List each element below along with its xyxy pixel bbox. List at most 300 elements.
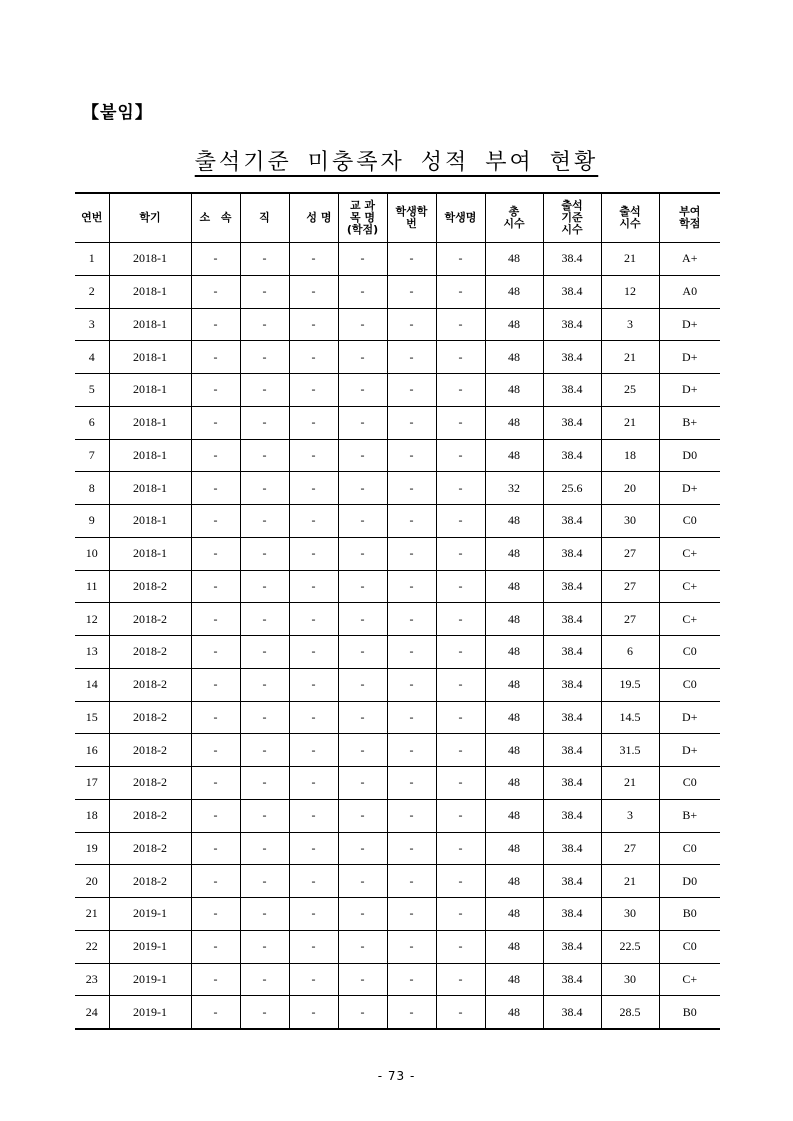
cell-standard-hours: 38.4 <box>543 898 601 931</box>
cell-semester: 2018-2 <box>109 603 191 636</box>
cell-course: - <box>338 505 387 538</box>
cell-name: - <box>289 243 338 276</box>
table-row <box>75 636 720 669</box>
cell-attended-hours: 27 <box>601 537 659 570</box>
cell-semester: 2018-2 <box>109 636 191 669</box>
cell-no: 9 <box>75 505 109 538</box>
cell-attended-hours: 27 <box>601 570 659 603</box>
cell-affiliation: - <box>191 243 240 276</box>
header-student-id: 학생학 번 <box>387 193 436 243</box>
cell-semester: 2018-2 <box>109 701 191 734</box>
header-student-name: 학생명 <box>436 193 485 243</box>
cell-standard-hours: 38.4 <box>543 603 601 636</box>
cell-standard-hours: 38.4 <box>543 701 601 734</box>
cell-total-hours: 48 <box>485 767 543 800</box>
cell-total-hours: 48 <box>485 636 543 669</box>
table-row <box>75 701 720 734</box>
cell-name: - <box>289 537 338 570</box>
cell-course: - <box>338 636 387 669</box>
header-attended-hours: 출석 시수 <box>601 193 659 243</box>
cell-standard-hours: 38.4 <box>543 996 601 1029</box>
cell-standard-hours: 38.4 <box>543 799 601 832</box>
cell-course: - <box>338 439 387 472</box>
header-course: 교 과 목 명 (학점) <box>338 193 387 243</box>
cell-standard-hours: 38.4 <box>543 668 601 701</box>
cell-course: - <box>338 603 387 636</box>
cell-total-hours: 48 <box>485 996 543 1029</box>
cell-attended-hours: 14.5 <box>601 701 659 734</box>
header-affiliation: 소 속 <box>191 193 240 243</box>
cell-course: - <box>338 701 387 734</box>
cell-affiliation: - <box>191 963 240 996</box>
table-row <box>75 603 720 636</box>
table-row <box>75 341 720 374</box>
cell-student-id: - <box>387 865 436 898</box>
cell-course: - <box>338 930 387 963</box>
cell-attended-hours: 30 <box>601 963 659 996</box>
cell-name: - <box>289 865 338 898</box>
cell-affiliation: - <box>191 701 240 734</box>
table-row <box>75 472 720 505</box>
cell-attended-hours: 30 <box>601 898 659 931</box>
cell-affiliation: - <box>191 668 240 701</box>
table-row <box>75 570 720 603</box>
cell-position: - <box>240 898 289 931</box>
cell-total-hours: 48 <box>485 963 543 996</box>
cell-affiliation: - <box>191 439 240 472</box>
cell-standard-hours: 38.4 <box>543 734 601 767</box>
cell-semester: 2018-2 <box>109 865 191 898</box>
cell-grade: D+ <box>659 472 720 505</box>
cell-student-id: - <box>387 996 436 1029</box>
cell-position: - <box>240 636 289 669</box>
cell-standard-hours: 38.4 <box>543 767 601 800</box>
cell-name: - <box>289 275 338 308</box>
cell-total-hours: 48 <box>485 308 543 341</box>
cell-course: - <box>338 865 387 898</box>
cell-name: - <box>289 898 338 931</box>
cell-attended-hours: 22.5 <box>601 930 659 963</box>
cell-course: - <box>338 668 387 701</box>
cell-position: - <box>240 472 289 505</box>
document-title-wrap <box>0 145 793 176</box>
cell-semester: 2018-2 <box>109 734 191 767</box>
cell-student-name: - <box>436 898 485 931</box>
cell-no: 16 <box>75 734 109 767</box>
cell-student-id: - <box>387 930 436 963</box>
cell-student-name: - <box>436 406 485 439</box>
cell-affiliation: - <box>191 996 240 1029</box>
table-row <box>75 439 720 472</box>
cell-no: 8 <box>75 472 109 505</box>
cell-attended-hours: 30 <box>601 505 659 538</box>
cell-no: 15 <box>75 701 109 734</box>
document-title: 출석기준 미충족자 성적 부여 현황 <box>194 150 599 175</box>
cell-attended-hours: 19.5 <box>601 668 659 701</box>
cell-attended-hours: 21 <box>601 767 659 800</box>
cell-name: - <box>289 308 338 341</box>
cell-no: 3 <box>75 308 109 341</box>
cell-student-id: - <box>387 374 436 407</box>
cell-no: 1 <box>75 243 109 276</box>
cell-total-hours: 48 <box>485 799 543 832</box>
cell-student-id: - <box>387 243 436 276</box>
cell-no: 6 <box>75 406 109 439</box>
cell-no: 5 <box>75 374 109 407</box>
cell-position: - <box>240 439 289 472</box>
cell-total-hours: 48 <box>485 537 543 570</box>
cell-course: - <box>338 472 387 505</box>
cell-student-name: - <box>436 341 485 374</box>
cell-grade: C0 <box>659 505 720 538</box>
cell-position: - <box>240 668 289 701</box>
cell-course: - <box>338 898 387 931</box>
cell-semester: 2019-1 <box>109 930 191 963</box>
table-row <box>75 308 720 341</box>
cell-attended-hours: 25 <box>601 374 659 407</box>
cell-no: 21 <box>75 898 109 931</box>
cell-student-id: - <box>387 537 436 570</box>
cell-name: - <box>289 701 338 734</box>
cell-student-name: - <box>436 701 485 734</box>
cell-student-name: - <box>436 734 485 767</box>
cell-standard-hours: 38.4 <box>543 406 601 439</box>
cell-semester: 2018-1 <box>109 406 191 439</box>
cell-no: 7 <box>75 439 109 472</box>
cell-total-hours: 48 <box>485 930 543 963</box>
cell-total-hours: 48 <box>485 898 543 931</box>
cell-name: - <box>289 374 338 407</box>
cell-affiliation: - <box>191 505 240 538</box>
cell-student-name: - <box>436 767 485 800</box>
table-row <box>75 275 720 308</box>
cell-name: - <box>289 767 338 800</box>
cell-position: - <box>240 374 289 407</box>
cell-affiliation: - <box>191 341 240 374</box>
cell-position: - <box>240 537 289 570</box>
cell-no: 13 <box>75 636 109 669</box>
cell-affiliation: - <box>191 865 240 898</box>
cell-semester: 2018-1 <box>109 537 191 570</box>
cell-attended-hours: 28.5 <box>601 996 659 1029</box>
cell-student-id: - <box>387 406 436 439</box>
cell-standard-hours: 38.4 <box>543 963 601 996</box>
cell-course: - <box>338 570 387 603</box>
cell-grade: C0 <box>659 636 720 669</box>
cell-total-hours: 48 <box>485 243 543 276</box>
cell-no: 2 <box>75 275 109 308</box>
cell-semester: 2018-2 <box>109 570 191 603</box>
cell-course: - <box>338 734 387 767</box>
cell-name: - <box>289 406 338 439</box>
cell-total-hours: 48 <box>485 832 543 865</box>
cell-student-name: - <box>436 374 485 407</box>
cell-attended-hours: 21 <box>601 406 659 439</box>
cell-position: - <box>240 701 289 734</box>
header-row <box>75 193 720 243</box>
cell-student-name: - <box>436 308 485 341</box>
cell-student-id: - <box>387 636 436 669</box>
table-row <box>75 243 720 276</box>
table-row <box>75 898 720 931</box>
cell-student-name: - <box>436 996 485 1029</box>
cell-student-name: - <box>436 243 485 276</box>
cell-student-name: - <box>436 865 485 898</box>
cell-standard-hours: 38.4 <box>543 537 601 570</box>
attachment-label: 【붙임】 <box>82 103 153 123</box>
cell-student-name: - <box>436 505 485 538</box>
cell-affiliation: - <box>191 898 240 931</box>
cell-course: - <box>338 308 387 341</box>
cell-total-hours: 48 <box>485 570 543 603</box>
cell-student-id: - <box>387 570 436 603</box>
cell-standard-hours: 38.4 <box>543 832 601 865</box>
table-row <box>75 930 720 963</box>
cell-name: - <box>289 341 338 374</box>
cell-position: - <box>240 406 289 439</box>
cell-no: 19 <box>75 832 109 865</box>
cell-total-hours: 48 <box>485 439 543 472</box>
cell-student-id: - <box>387 439 436 472</box>
cell-semester: 2018-1 <box>109 243 191 276</box>
cell-affiliation: - <box>191 275 240 308</box>
cell-affiliation: - <box>191 734 240 767</box>
cell-name: - <box>289 472 338 505</box>
cell-grade: D+ <box>659 308 720 341</box>
cell-student-id: - <box>387 832 436 865</box>
table-row <box>75 799 720 832</box>
cell-attended-hours: 21 <box>601 341 659 374</box>
header-semester: 학기 <box>109 193 191 243</box>
cell-affiliation: - <box>191 636 240 669</box>
cell-course: - <box>338 275 387 308</box>
cell-attended-hours: 3 <box>601 799 659 832</box>
cell-grade: C+ <box>659 963 720 996</box>
cell-attended-hours: 21 <box>601 865 659 898</box>
cell-affiliation: - <box>191 930 240 963</box>
cell-total-hours: 32 <box>485 472 543 505</box>
cell-semester: 2019-1 <box>109 996 191 1029</box>
cell-semester: 2018-2 <box>109 799 191 832</box>
cell-no: 14 <box>75 668 109 701</box>
cell-position: - <box>240 308 289 341</box>
cell-grade: C0 <box>659 832 720 865</box>
header-total-hours: 총 시수 <box>485 193 543 243</box>
cell-student-name: - <box>436 668 485 701</box>
cell-name: - <box>289 832 338 865</box>
cell-affiliation: - <box>191 799 240 832</box>
cell-affiliation: - <box>191 767 240 800</box>
cell-name: - <box>289 668 338 701</box>
cell-affiliation: - <box>191 374 240 407</box>
table-row <box>75 668 720 701</box>
cell-name: - <box>289 570 338 603</box>
cell-grade: D+ <box>659 374 720 407</box>
cell-grade: A+ <box>659 243 720 276</box>
cell-student-id: - <box>387 472 436 505</box>
cell-position: - <box>240 767 289 800</box>
cell-grade: C+ <box>659 570 720 603</box>
table-body <box>75 243 720 1030</box>
cell-affiliation: - <box>191 603 240 636</box>
header-no: 연번 <box>75 193 109 243</box>
cell-no: 10 <box>75 537 109 570</box>
cell-attended-hours: 21 <box>601 243 659 276</box>
cell-student-name: - <box>436 439 485 472</box>
cell-position: - <box>240 963 289 996</box>
cell-total-hours: 48 <box>485 734 543 767</box>
cell-course: - <box>338 243 387 276</box>
cell-name: - <box>289 799 338 832</box>
cell-attended-hours: 27 <box>601 832 659 865</box>
cell-grade: D0 <box>659 865 720 898</box>
cell-course: - <box>338 832 387 865</box>
table-row <box>75 963 720 996</box>
table-row <box>75 406 720 439</box>
cell-student-name: - <box>436 963 485 996</box>
cell-student-id: - <box>387 308 436 341</box>
cell-no: 17 <box>75 767 109 800</box>
cell-standard-hours: 38.4 <box>543 636 601 669</box>
cell-position: - <box>240 570 289 603</box>
cell-total-hours: 48 <box>485 275 543 308</box>
cell-semester: 2018-1 <box>109 374 191 407</box>
cell-student-id: - <box>387 341 436 374</box>
cell-name: - <box>289 734 338 767</box>
cell-student-name: - <box>436 570 485 603</box>
cell-semester: 2018-1 <box>109 505 191 538</box>
cell-grade: A0 <box>659 275 720 308</box>
cell-affiliation: - <box>191 472 240 505</box>
table-row <box>75 734 720 767</box>
cell-position: - <box>240 799 289 832</box>
cell-position: - <box>240 505 289 538</box>
cell-standard-hours: 38.4 <box>543 505 601 538</box>
cell-grade: B+ <box>659 799 720 832</box>
header-position: 직 <box>240 193 289 243</box>
cell-affiliation: - <box>191 308 240 341</box>
cell-student-name: - <box>436 832 485 865</box>
cell-grade: C0 <box>659 930 720 963</box>
cell-standard-hours: 38.4 <box>543 341 601 374</box>
cell-student-name: - <box>436 799 485 832</box>
cell-student-name: - <box>436 537 485 570</box>
cell-course: - <box>338 537 387 570</box>
cell-grade: C0 <box>659 767 720 800</box>
cell-no: 20 <box>75 865 109 898</box>
cell-total-hours: 48 <box>485 505 543 538</box>
cell-grade: B0 <box>659 898 720 931</box>
cell-student-name: - <box>436 636 485 669</box>
cell-name: - <box>289 439 338 472</box>
cell-course: - <box>338 341 387 374</box>
cell-student-id: - <box>387 505 436 538</box>
cell-student-name: - <box>436 930 485 963</box>
cell-student-id: - <box>387 799 436 832</box>
cell-no: 24 <box>75 996 109 1029</box>
cell-semester: 2018-2 <box>109 767 191 800</box>
cell-position: - <box>240 930 289 963</box>
cell-attended-hours: 27 <box>601 603 659 636</box>
cell-standard-hours: 38.4 <box>543 865 601 898</box>
attendance-grade-table <box>75 192 720 1030</box>
table-row <box>75 505 720 538</box>
cell-student-id: - <box>387 603 436 636</box>
cell-position: - <box>240 734 289 767</box>
header-standard-hours: 출석 기준 시수 <box>543 193 601 243</box>
cell-name: - <box>289 603 338 636</box>
cell-grade: C0 <box>659 668 720 701</box>
cell-total-hours: 48 <box>485 374 543 407</box>
page-number: - 73 - <box>377 1069 416 1083</box>
cell-affiliation: - <box>191 832 240 865</box>
cell-semester: 2018-1 <box>109 341 191 374</box>
cell-affiliation: - <box>191 537 240 570</box>
cell-student-id: - <box>387 275 436 308</box>
cell-no: 11 <box>75 570 109 603</box>
cell-grade: D+ <box>659 734 720 767</box>
cell-position: - <box>240 832 289 865</box>
table-row <box>75 832 720 865</box>
cell-name: - <box>289 996 338 1029</box>
cell-grade: B+ <box>659 406 720 439</box>
table-row <box>75 767 720 800</box>
cell-grade: D+ <box>659 701 720 734</box>
cell-total-hours: 48 <box>485 701 543 734</box>
cell-student-id: - <box>387 668 436 701</box>
cell-attended-hours: 18 <box>601 439 659 472</box>
cell-no: 22 <box>75 930 109 963</box>
cell-standard-hours: 25.6 <box>543 472 601 505</box>
cell-attended-hours: 12 <box>601 275 659 308</box>
table-row <box>75 374 720 407</box>
table-row <box>75 865 720 898</box>
cell-attended-hours: 3 <box>601 308 659 341</box>
cell-no: 23 <box>75 963 109 996</box>
cell-semester: 2019-1 <box>109 898 191 931</box>
cell-standard-hours: 38.4 <box>543 275 601 308</box>
cell-name: - <box>289 505 338 538</box>
cell-student-name: - <box>436 472 485 505</box>
cell-grade: B0 <box>659 996 720 1029</box>
cell-course: - <box>338 963 387 996</box>
cell-total-hours: 48 <box>485 406 543 439</box>
cell-student-id: - <box>387 963 436 996</box>
cell-total-hours: 48 <box>485 668 543 701</box>
cell-no: 18 <box>75 799 109 832</box>
cell-attended-hours: 6 <box>601 636 659 669</box>
cell-student-id: - <box>387 898 436 931</box>
cell-semester: 2018-1 <box>109 275 191 308</box>
header-grade: 부여 학점 <box>659 193 720 243</box>
cell-total-hours: 48 <box>485 341 543 374</box>
cell-position: - <box>240 865 289 898</box>
cell-grade: C+ <box>659 537 720 570</box>
cell-attended-hours: 31.5 <box>601 734 659 767</box>
cell-standard-hours: 38.4 <box>543 930 601 963</box>
cell-course: - <box>338 799 387 832</box>
cell-standard-hours: 38.4 <box>543 439 601 472</box>
cell-semester: 2018-1 <box>109 439 191 472</box>
cell-student-id: - <box>387 701 436 734</box>
cell-semester: 2018-1 <box>109 472 191 505</box>
cell-course: - <box>338 374 387 407</box>
cell-affiliation: - <box>191 570 240 603</box>
cell-semester: 2018-1 <box>109 308 191 341</box>
cell-attended-hours: 20 <box>601 472 659 505</box>
cell-position: - <box>240 996 289 1029</box>
cell-total-hours: 48 <box>485 603 543 636</box>
